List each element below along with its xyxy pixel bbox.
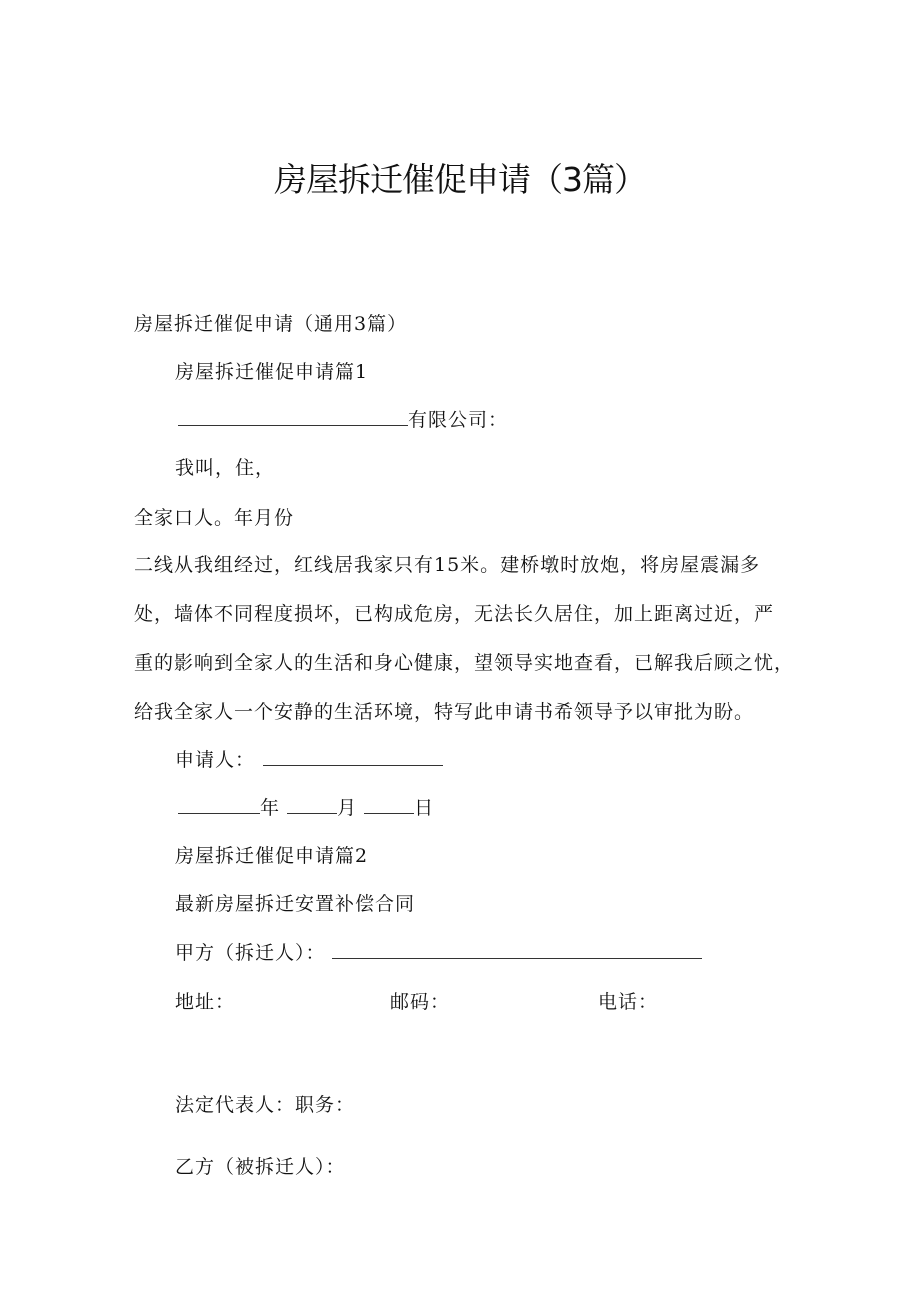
document-subtitle: 房屋拆迁催促申请（通用3篇） xyxy=(134,313,408,335)
applicant-label: 申请人： xyxy=(175,749,256,771)
contract-title: 最新房屋拆迁安置补偿合同 xyxy=(175,893,416,915)
body-line: 给我全家人一个安静的生活环境，特写此申请书希领导予以审批为盼。 xyxy=(134,701,755,723)
article2-heading: 房屋拆迁催促申请篇2 xyxy=(175,845,369,867)
postcode-label: 邮码： xyxy=(390,991,451,1013)
date-month: 月 xyxy=(337,797,358,819)
day-blank xyxy=(364,795,414,814)
date-day: 日 xyxy=(414,797,435,819)
month-blank xyxy=(287,795,337,814)
phone-label: 电话： xyxy=(598,991,659,1013)
party-a-blank xyxy=(332,940,702,959)
intro-line: 我叫，住， xyxy=(175,457,276,479)
address-label: 地址： xyxy=(175,991,236,1013)
legal-rep-label: 法定代表人：职务： xyxy=(175,1094,356,1116)
page-title: 房屋拆迁催促申请（3篇） xyxy=(274,160,646,199)
company-line xyxy=(178,406,508,434)
applicant-blank xyxy=(263,747,443,766)
party-b-label: 乙方（被拆迁人）： xyxy=(175,1156,346,1178)
body-line: 重的影响到全家人的生活和身心健康，望领导实地查看，已解我后顾之忧， xyxy=(134,652,795,674)
family-line: 全家口人。年月份 xyxy=(134,507,295,529)
company-name-blank xyxy=(178,407,408,426)
article1-heading: 房屋拆迁催促申请篇1 xyxy=(175,361,369,383)
body-line: 二线从我组经过，红线居我家只有15米。建桥墩时放炮，将房屋震漏多 xyxy=(134,554,761,576)
article1-body xyxy=(134,550,795,746)
date-line xyxy=(178,794,434,822)
party-a-label: 甲方（拆迁人）： xyxy=(175,942,326,964)
applicant-line xyxy=(175,746,443,774)
party-a-line xyxy=(175,939,702,967)
date-year: 年 xyxy=(260,797,281,819)
body-line: 处，墙体不同程度损坏，已构成危房，无法长久居住，加上距离过近，严 xyxy=(134,603,775,625)
company-suffix: 有限公司： xyxy=(408,409,509,431)
year-blank xyxy=(178,795,260,814)
